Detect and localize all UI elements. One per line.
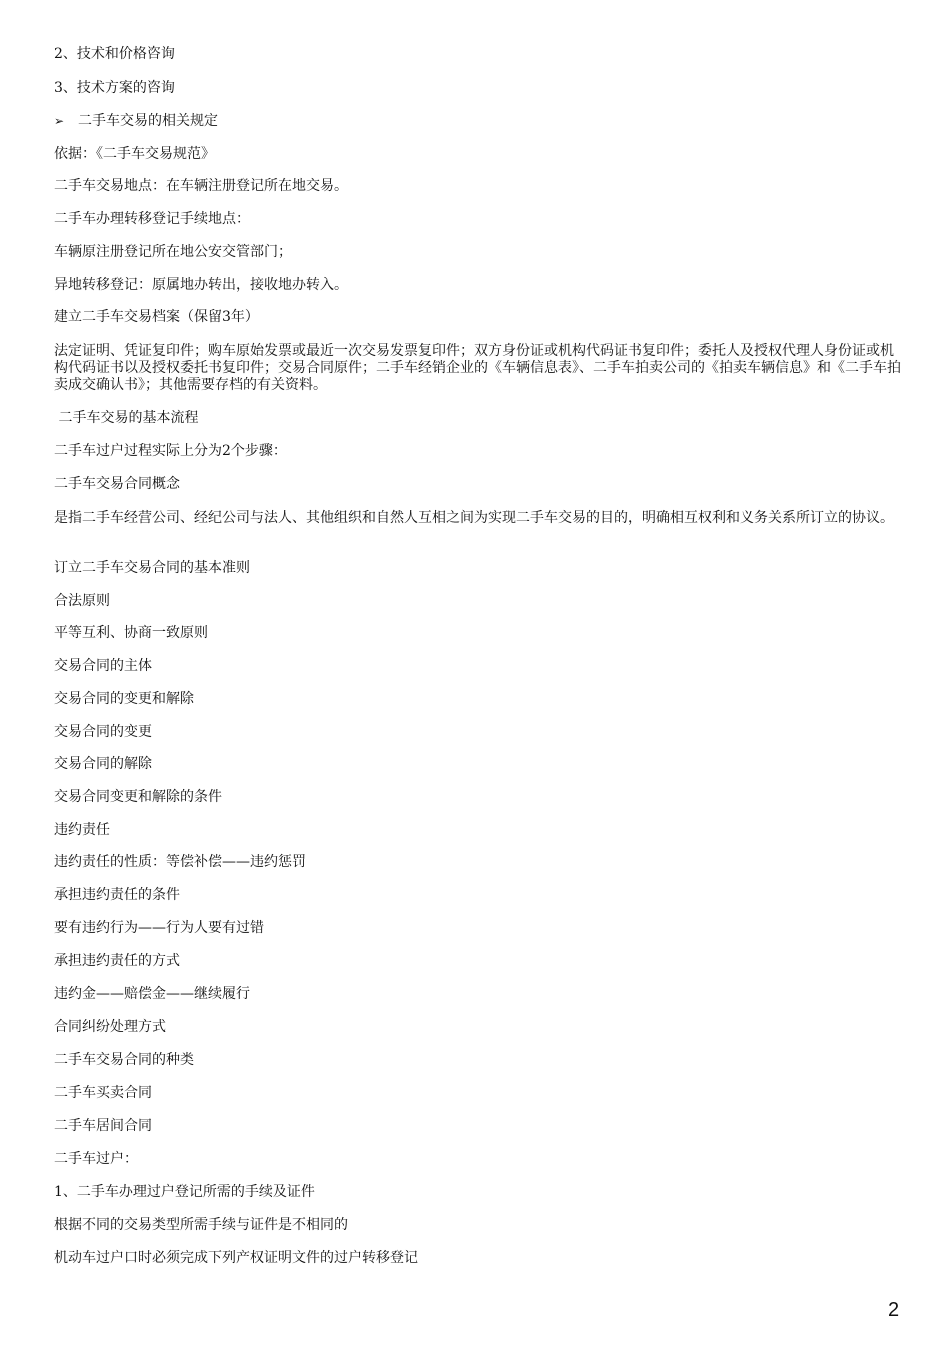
text-line: 二手车过户： — [54, 1151, 138, 1167]
text-line: 平等互利、协商一致原则 — [54, 625, 208, 641]
text-line: 2、技术和价格咨询 — [54, 46, 175, 62]
bullet-heading-text: 二手车交易的相关规定 — [78, 113, 218, 129]
page-number: 2 — [888, 1299, 900, 1321]
text-line: 承担违约责任的条件 — [54, 887, 180, 903]
text-line: 二手车交易地点：在车辆注册登记所在地交易。 — [54, 178, 348, 194]
paragraph: 法定证明、凭证复印件；购车原始发票或最近一次交易发票复印件；双方身份证或机构代码证书复印件；委托人及授权代理人身份证或机构代码证书以及授权委托书复印件；交易合同原件；二手车经销企业的《车辆信息表》、二手车拍卖公司的《拍卖车辆信息》和《二手车拍卖成交确认书》；其他需要存档的有关资料。 — [54, 343, 901, 393]
text-line: 交易合同的变更 — [54, 724, 152, 740]
text-line: 交易合同的解除 — [54, 756, 152, 772]
text-line: 二手车买卖合同 — [54, 1085, 152, 1101]
text-line: 建立二手车交易档案（保留3年） — [54, 309, 259, 325]
text-line: 二手车居间合同 — [54, 1118, 152, 1134]
text-line: 承担违约责任的方式 — [54, 953, 180, 969]
bullet-heading — [54, 113, 899, 130]
text-line: 违约金——赔偿金——继续履行 — [54, 986, 250, 1002]
text-line: 合同纠纷处理方式 — [54, 1019, 166, 1035]
text-line: 二手车交易合同概念 — [54, 476, 180, 492]
text-line: 1、二手车办理过户登记所需的手续及证件 — [54, 1184, 315, 1200]
text-line: 二手车过户过程实际上分为2个步骤： — [54, 443, 287, 459]
text-line: 要有违约行为——行为人要有过错 — [54, 920, 264, 936]
text-line: 二手车交易的基本流程 — [54, 410, 199, 426]
text-line: 交易合同变更和解除的条件 — [54, 789, 222, 805]
text-line: 违约责任的性质：等偿补偿——违约惩罚 — [54, 854, 306, 870]
text-line: 订立二手车交易合同的基本准则 — [54, 560, 250, 576]
text-line: 交易合同的主体 — [54, 658, 152, 674]
text-line: 3、技术方案的咨询 — [54, 80, 175, 96]
paragraph: 是指二手车经营公司、经纪公司与法人、其他组织和自然人互相之间为实现二手车交易的目的，明确相互权利和义务关系所订立的协议。 — [54, 510, 894, 526]
text-line: 违约责任 — [54, 822, 110, 838]
text-line: 车辆原注册登记所在地公安交管部门； — [54, 244, 292, 260]
text-line: 机动车过户口时必须完成下列产权证明文件的过户转移登记 — [54, 1250, 418, 1266]
text-line: 二手车办理转移登记手续地点： — [54, 211, 250, 227]
text-line: 根据不同的交易类型所需手续与证件是不相同的 — [54, 1217, 348, 1233]
text-line: 二手车交易合同的种类 — [54, 1052, 194, 1068]
text-line: 异地转移登记：原属地办转出，接收地办转入。 — [54, 277, 348, 293]
arrow-bullet-icon: ➢ — [54, 114, 65, 128]
text-line: 依据：《二手车交易规范》 — [54, 146, 215, 162]
text-line: 交易合同的变更和解除 — [54, 691, 194, 707]
text-line: 合法原则 — [54, 593, 110, 609]
